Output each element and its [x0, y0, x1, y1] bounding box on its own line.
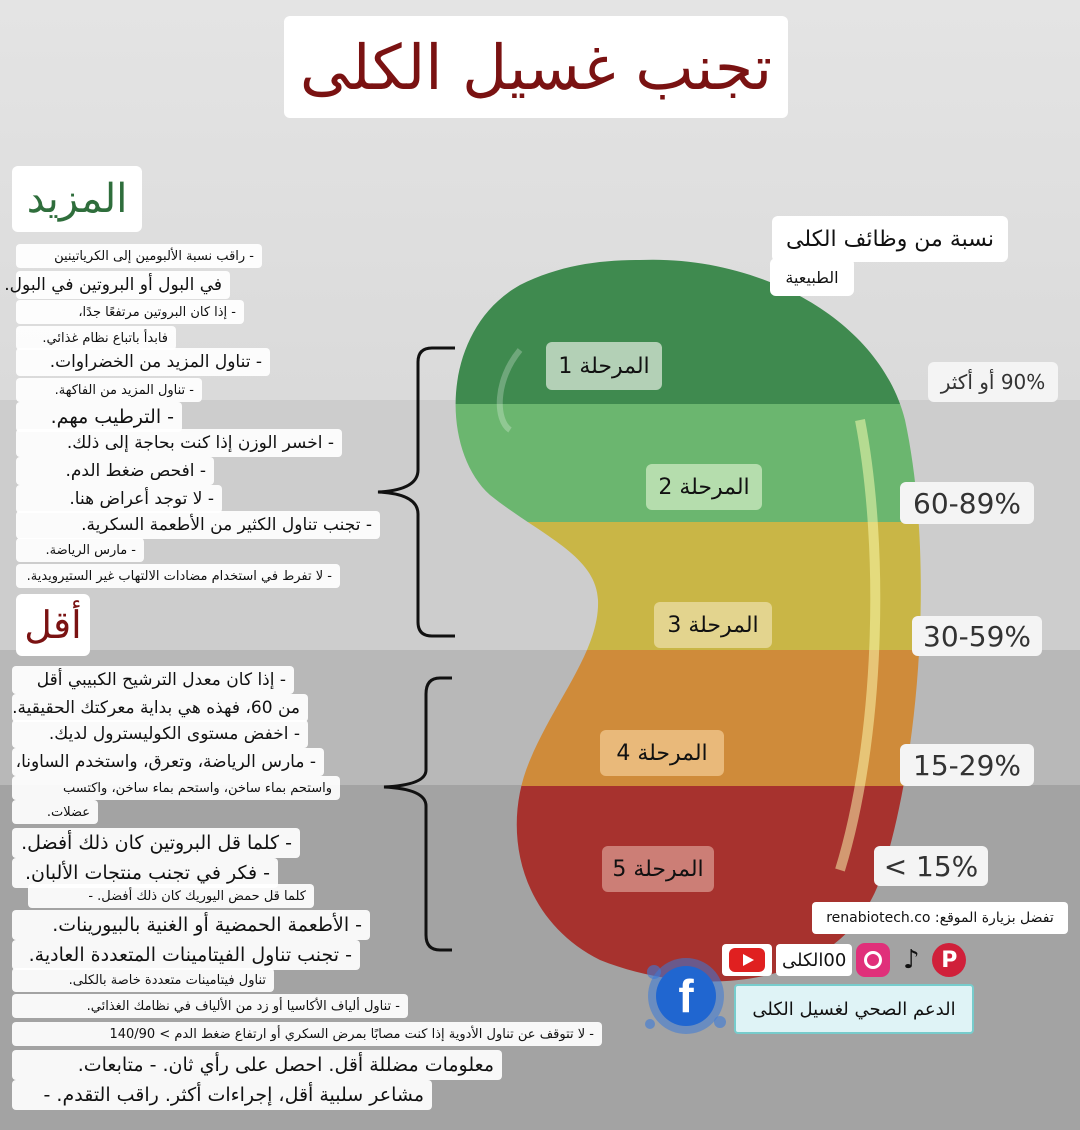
less-tip: - تناول ألياف الأكاسيا أو زد من الألياف في نظامك الغذائي. [12, 994, 408, 1018]
tiktok-icon[interactable]: ♪ [903, 945, 920, 975]
stage-4-label: المرحلة 4 [600, 730, 724, 776]
more-tip: - اخسر الوزن إذا كنت بحاجة إلى ذلك. [16, 429, 342, 457]
facebook-logo[interactable] [640, 952, 730, 1042]
less-tip: - فكر في تجنب منتجات الألبان. [12, 858, 278, 888]
less-tip: عضلات. [12, 800, 98, 824]
less-tip: - تجنب تناول الفيتامينات المتعددة العادية. [12, 940, 360, 970]
more-heading: المزيد [26, 176, 128, 222]
stage-1-label: المرحلة 1 [546, 342, 662, 390]
more-tip: في البول أو البروتين في البول. [16, 271, 230, 299]
social-row [722, 940, 966, 980]
more-tip: - راقب نسبة الألبومين إلى الكرياتينين [16, 244, 262, 268]
more-tip: - تناول المزيد من الخضراوات. [16, 348, 270, 376]
less-tip: تناول فيتامينات متعددة خاصة بالكلى. [12, 968, 274, 992]
less-tip: - مارس الرياضة، وتعرق، واستخدم الساونا، [12, 748, 324, 776]
less-tip: - لا تتوقف عن تناول الأدوية إذا كنت مصابًا بمرض السكري أو ارتفاع ضغط الدم > 140/90 [12, 1022, 602, 1046]
more-tip: - لا توجد أعراض هنا. [16, 485, 222, 513]
more-tip: - الترطيب مهم. [16, 402, 182, 432]
function-heading: نسبة من وظائف الكلى [772, 216, 1008, 262]
stage-4-percent: 15-29% [900, 744, 1034, 786]
function-subheading: الطبيعية [770, 258, 854, 296]
less-tip: - اخفض مستوى الكوليسترول لديك. [12, 720, 308, 748]
less-brace [384, 678, 452, 950]
less-tip: من 60، فهذه هي بداية معركتك الحقيقية. [12, 694, 308, 722]
less-tip: كلما قل حمض اليوريك كان ذلك أفضل. - [28, 884, 314, 908]
less-heading: أقل [24, 603, 82, 647]
title-box [284, 16, 788, 118]
more-tip: - لا تفرط في استخدام مضادات الالتهاب غير الستيرويدية. [16, 564, 340, 588]
stage-3-percent: 30-59% [912, 616, 1042, 656]
less-heading-box [16, 594, 90, 656]
more-tip: - مارس الرياضة. [16, 538, 144, 562]
stage-5-label: المرحلة 5 [602, 846, 714, 892]
instagram-icon[interactable] [856, 943, 890, 977]
stage-2-percent: 60-89% [900, 482, 1034, 524]
stage-3-label: المرحلة 3 [654, 602, 772, 648]
website-text: تفضل بزيارة الموقع: renabiotech.co [812, 902, 1068, 934]
facebook-icon: f [656, 966, 716, 1026]
less-tip: معلومات مضللة أقل. احصل على رأي ثان. - متابعات. [12, 1050, 502, 1080]
less-tip: مشاعر سلبية أقل، إجراءات أكثر. راقب التقدم. - [12, 1080, 432, 1110]
group-label: الدعم الصحي لغسيل الكلى [734, 984, 974, 1034]
more-tip: - تناول المزيد من الفاكهة. [16, 378, 202, 402]
less-tip: واستحم بماء ساخن، واستحم بماء ساخن، واكتسب [12, 776, 340, 800]
page-title: تجنب غسيل الكلى [299, 30, 773, 104]
stage-1-percent: 90% أو أكثر [928, 362, 1058, 402]
stage-2-label: المرحلة 2 [646, 464, 762, 510]
less-tip: - كلما قل البروتين كان ذلك أفضل. [12, 828, 300, 858]
more-tip: - تجنب تناول الكثير من الأطعمة السكرية. [16, 511, 380, 539]
stage-5-percent: < 15% [874, 846, 988, 886]
less-tip: - الأطعمة الحمضية أو الغنية بالبيورينات. [12, 910, 370, 940]
more-heading-box [12, 166, 142, 232]
more-brace [378, 348, 455, 636]
more-tip: - افحص ضغط الدم. [16, 457, 214, 485]
less-tip: - إذا كان معدل الترشيح الكبيبي أقل [12, 666, 294, 694]
more-tip: - إذا كان البروتين مرتفعًا جدًا، [16, 300, 244, 324]
channel-label: 00الكلى [776, 944, 852, 976]
more-tip: فابدأ باتباع نظام غذائي. [16, 326, 176, 350]
pinterest-icon[interactable]: P [932, 943, 966, 977]
